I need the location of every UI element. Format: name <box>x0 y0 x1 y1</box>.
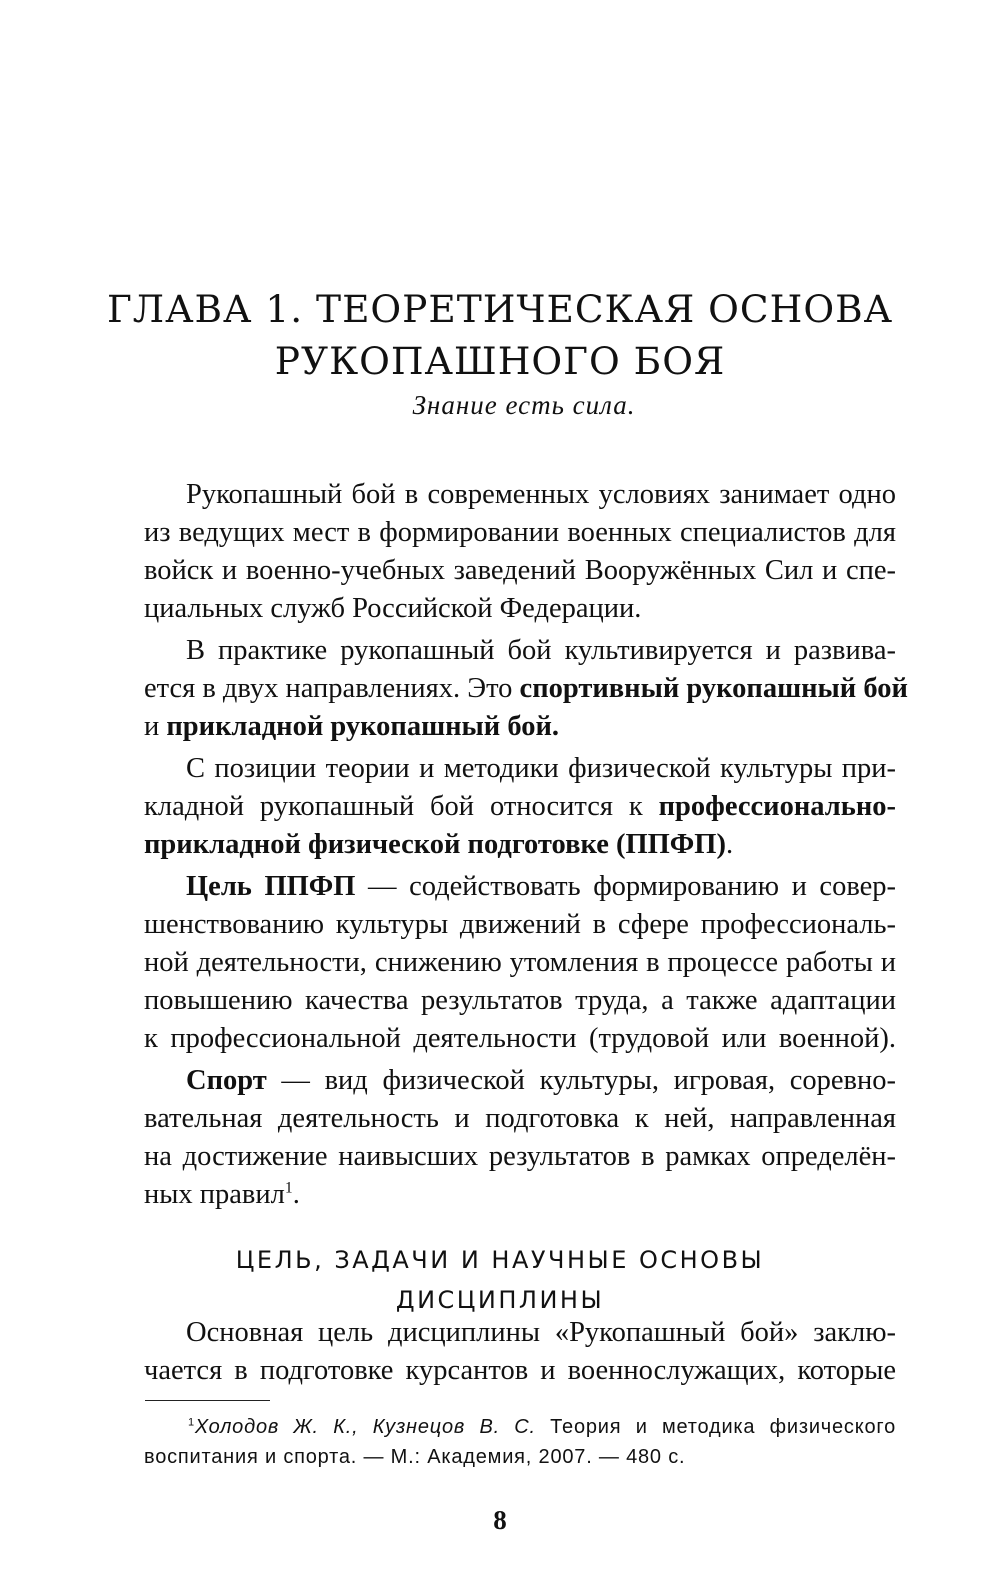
paragraph-5-line <box>144 1178 896 1212</box>
bold-term: Спорт <box>186 1065 267 1096</box>
punctuation: . <box>551 711 560 742</box>
paragraph-4-line: к профессиональной деятельности (трудовой или военной). <box>144 1023 896 1054</box>
footnote-line-1 <box>144 1412 896 1442</box>
text-run: кладной рукопашный бой относится к <box>144 791 643 822</box>
paragraph-3-line <box>144 790 896 824</box>
page-number: 8 <box>493 1505 507 1535</box>
footnote-divider <box>145 1400 270 1401</box>
paragraph-6-line: чается в подготовке курсантов и военнослужащих, которые <box>144 1355 896 1386</box>
paragraph-4-line <box>186 870 896 904</box>
paragraph-2-line: В практике рукопашный бой культивируется и развива- <box>186 635 896 666</box>
paragraph-5-line: на достижение наивысших результатов в рамках определён- <box>144 1141 896 1172</box>
chapter-title-line-1: ГЛАВА 1. ТЕОРЕТИЧЕСКАЯ ОСНОВА <box>106 287 894 331</box>
text-run: ных правил <box>144 1179 285 1210</box>
footnote-line-2: воспитания и спорта. — М.: Академия, 2007. — 480 с. <box>144 1446 686 1468</box>
bold-term: прикладной рукопашный бой <box>166 711 552 742</box>
paragraph-1-line: Рукопашный бой в современных условиях занимает одно <box>186 479 896 510</box>
footnote-title: Теория и методика физического <box>550 1416 897 1438</box>
footnote-mark: 1 <box>188 1416 195 1429</box>
text-run: ется в двух направлениях. Это <box>144 673 513 704</box>
bold-term: прикладной физической подготовке (ППФП) <box>144 829 726 860</box>
section-title-line-2: ДИСЦИПЛИНЫ <box>395 1286 605 1314</box>
text-run: — содействовать формированию и совер- <box>368 871 896 902</box>
paragraph-4-line: ной деятельности, снижению утомления в процессе работы и <box>144 947 896 978</box>
paragraph-6-line: Основная цель дисциплины «Рукопашный бой» заклю- <box>186 1317 896 1348</box>
footnote-authors: Холодов Ж. К., Кузнецов В. С. <box>194 1416 536 1438</box>
footnote <box>144 1412 896 1472</box>
text-run: — вид физической культуры, игровая, соревно- <box>281 1065 897 1096</box>
section-title <box>0 1240 1000 1320</box>
paragraph-4-line: повышению качества результатов труда, а также адаптации <box>144 985 896 1016</box>
chapter-title-line-2: РУКОПАШНОГО БОЯ <box>274 339 726 383</box>
text-run: и <box>144 711 160 742</box>
punctuation: . <box>292 1179 300 1210</box>
epigraph: Знание есть сила. <box>412 390 636 420</box>
footnote-ref: 1 <box>284 1179 293 1197</box>
chapter-title <box>0 283 1000 387</box>
bold-term: профессионально- <box>658 791 896 822</box>
paragraph-3-line: С позиции теории и методики физической культуры при- <box>186 753 896 784</box>
paragraph-3-line <box>144 828 896 862</box>
punctuation: . <box>725 829 734 860</box>
paragraph-2-line <box>144 710 896 744</box>
paragraph-5-line: вательная деятельность и подготовка к ней, направленная <box>144 1103 896 1134</box>
paragraph-5-line <box>186 1064 896 1098</box>
bold-term: Цель ППФП <box>186 871 356 902</box>
section-title-line-1: ЦЕЛЬ, ЗАДАЧИ И НАУЧНЫЕ ОСНОВЫ <box>235 1246 765 1274</box>
paragraph-1-line: войск и военно-учебных заведений Вооружённых Сил и спе- <box>144 555 896 586</box>
bold-term: спортивный рукопашный бой <box>519 673 908 704</box>
paragraph-1-line: из ведущих мест в формировании военных специалистов для <box>144 517 896 548</box>
paragraph-4-line: шенствованию культуры движений в сфере профессиональ- <box>144 909 896 940</box>
paragraph-1-line: циальных служб Российской Федерации. <box>144 593 642 624</box>
paragraph-2-line <box>144 672 908 706</box>
